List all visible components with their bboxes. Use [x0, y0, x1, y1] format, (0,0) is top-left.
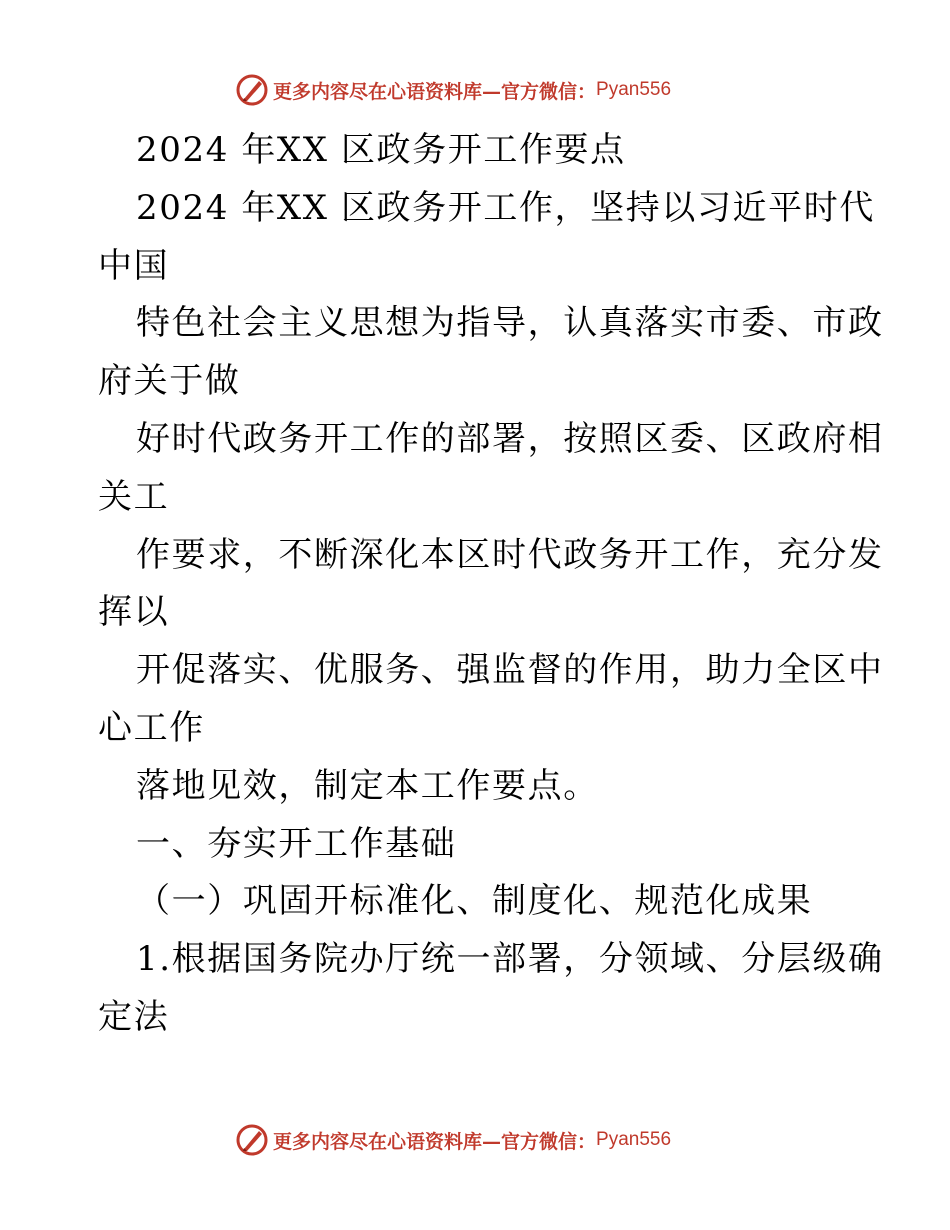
text-line: 府关于做: [98, 361, 241, 402]
text-line: 挥以: [98, 592, 170, 633]
text-line: 2024 年XX 区政务开工作要点: [136, 130, 626, 170]
text-line: 落地见效，制定本工作要点。: [136, 765, 599, 806]
text-line: 好时代政务开工作的部署，按照区委、区政府相: [136, 418, 884, 459]
text-line: （一）巩固开标准化、制度化、规范化成果: [136, 881, 813, 922]
text-line: 定法: [98, 996, 170, 1037]
watermark-text: 更多内容尽在心语资料库—官方微信：: [273, 1130, 597, 1153]
watermark-footer: [235, 1120, 671, 1160]
watermark-wechat-id: Pyan556: [596, 1129, 672, 1150]
text-line: 一、夯实开工作基础: [136, 823, 457, 864]
watermark-header: [235, 70, 671, 110]
text-line: 开促落实、优服务、强监督的作用，助力全区中: [136, 650, 884, 691]
quill-logo-icon: [235, 73, 269, 107]
text-line: 关工: [98, 476, 170, 517]
quill-logo-icon: [235, 1123, 269, 1157]
text-line: 2024 年XX 区政务开工作，坚持以习近平时代: [136, 187, 875, 228]
text-line: 作要求，不断深化本区时代政务开工作，充分发: [136, 534, 884, 575]
text-line: 中国: [98, 245, 170, 286]
text-line: 心工作: [98, 707, 205, 748]
watermark-wechat-id: Pyan556: [596, 79, 672, 100]
text-line: 特色社会主义思想为指导，认真落实市委、市政: [136, 303, 884, 344]
text-line: 1.根据国务院办厅统一部署，分领域、分层级确: [136, 939, 884, 980]
watermark-text: 更多内容尽在心语资料库—官方微信：: [273, 80, 597, 103]
document-body: [98, 122, 884, 1047]
